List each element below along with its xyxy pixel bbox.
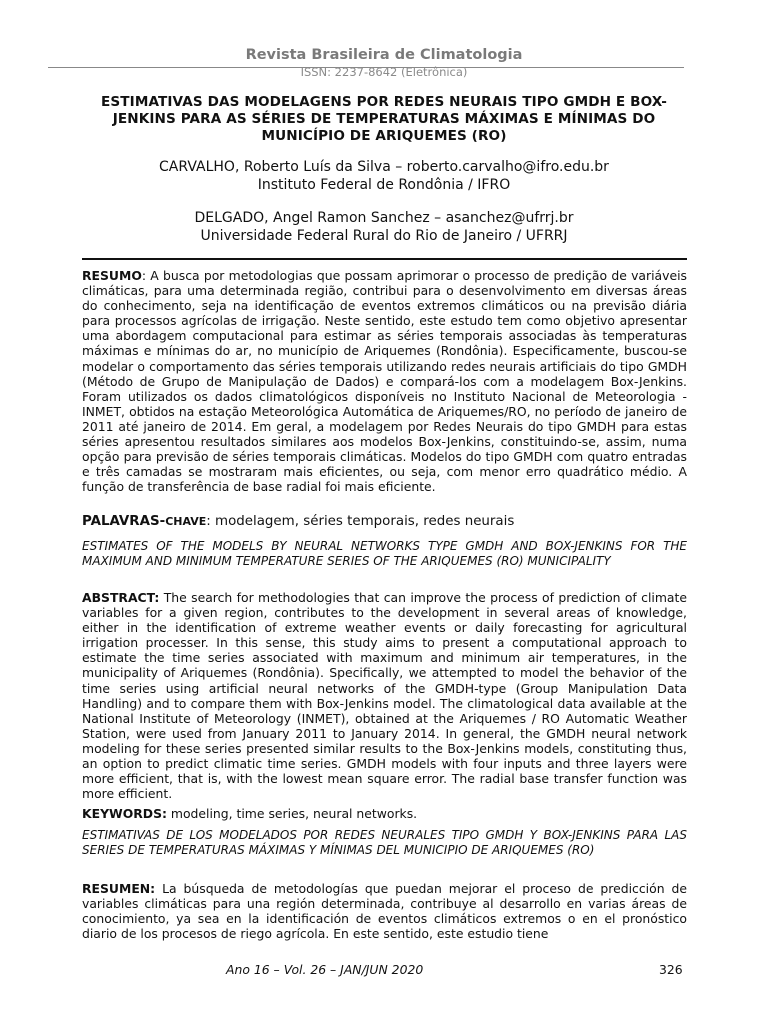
palavras-chave-label: PALAVRAS- (82, 514, 166, 529)
article-title: ESTIMATIVAS DAS MODELAGENS POR REDES NEURAIS TIPO GMDH E BOX-JENKINS PARA AS SÉRIES DE TEMPERATURAS MÁXIMAS E MÍNIMAS DO MUNICÍPIO DE ARIQUEMES (RO) (101, 94, 667, 144)
issn: ISSN: 2237-8642 (Eletrônica) (300, 65, 468, 79)
resumo-paragraph (82, 268, 687, 494)
resumen-label: RESUMEN: (82, 881, 156, 896)
author-block-2 (0, 209, 768, 245)
resumo-label: RESUMO (82, 268, 142, 283)
palavras-chave (82, 514, 687, 529)
page-number: 326 (659, 962, 683, 977)
keywords (82, 806, 687, 821)
palavras-chave-label-b: CHAVE (165, 515, 207, 528)
section-rule (82, 258, 687, 260)
author-2-name: DELGADO, Angel Ramon Sanchez – asanchez@ufrrj.br (194, 210, 574, 226)
abstract-text: The search for methodologies that can improve the process of prediction of climate variables for a given region, contributes to the development in several areas of knowledge, either in the identification of extreme weather events or daily forecasting for agricultural irrigation processer. In this sense, this study aims to present a computational approach to estimate the time series associated with maximum and minimum air temperatures, in the municipality of Ariquemes (Rondônia). Specifically, we attempted to model the behavior of the time series using artificial neural networks of the GMDH-type (Group Manipulation Data Handling) and to compare them with Box-Jenkins model. The climatological data available at the National Institute of Meteorology (INMET), obtained at the Ariquemes / RO Automatic Weather Station, were used from January 2011 to January 2014. In general, the GMDH neural network modeling for these series presented similar results to the Box-Jenkins models, constituting thus, an option to predict climatic time series. GMDH models with four inputs and three layers were more efficient, that is, with the lowest mean square error. The radial base transfer function was more efficient. (82, 590, 687, 802)
keywords-text: modeling, time series, neural networks. (166, 806, 418, 821)
footer-issue: Ano 16 – Vol. 26 – JAN/JUN 2020 (226, 962, 424, 977)
spanish-title: ESTIMATIVAS DE LOS MODELADOS POR REDES NEURALES TIPO GMDH Y BOX-JENKINS PARA LAS SERIES DE TEMPERATURAS MÁXIMAS Y MÍNIMAS DEL MUNICIPIO DE ARIQUEMES (RO) (82, 828, 687, 858)
resumen-paragraph (82, 881, 687, 941)
author-1-name: CARVALHO, Roberto Luís da Silva – roberto.carvalho@ifro.edu.br (159, 159, 609, 175)
palavras-chave-text: : modelagem, séries temporais, redes neurais (206, 514, 515, 529)
english-title: ESTIMATES OF THE MODELS BY NEURAL NETWORKS TYPE GMDH AND BOX-JENKINS FOR THE MAXIMUM AND MINIMUM TEMPERATURE SERIES OF THE ARIQUEMES (RO) MUNICIPALITY (82, 539, 687, 569)
author-1-affiliation: Instituto Federal de Rondônia / IFRO (257, 177, 511, 193)
abstract-paragraph (82, 590, 687, 801)
resumo-text: : A busca por metodologias que possam aprimorar o processo de predição de variáveis climáticas, para uma determinada região, contribui para o desenvolvimento em diversas áreas do conhecimento, seja na identificação de eventos extremos climáticos ou na previsão diária para processos agrícolas de irrigação. Neste sentido, este estudo tem como objetivo apresentar uma abordagem computacional para estimar as séries temporais associadas às temperaturas máximas e mínimas do ar, no município de Ariquemes (Rondônia). Especificamente, buscou-se modelar o comportamento das séries temporais utilizando redes neurais artificiais do tipo GMDH (Método de Grupo de Manipulação de Dados) e compará-los com a modelagem Box-Jenkins. Foram utilizados os dados climatológicos disponíveis no Instituto Nacional de Meteorologia - INMET, obtidos na estação Meteorológica Automática de Ariquemes/RO, no período de janeiro de 2011 até janeiro de 2014. Em geral, a modelagem por Redes Neurais do tipo GMDH para estas séries apresentou resultados similares aos modelos Box-Jenkins, constituindo-se, assim, numa opção para previsão de séries temporais climáticas. Modelos do tipo GMDH com quatro entradas e três camadas se mostraram mais eficientes, ou seja, com menor erro quadrático médio. A função de transferência de base radial foi mais eficiente. (82, 268, 687, 495)
author-block-1 (0, 158, 768, 194)
abstract-label: ABSTRACT: (82, 590, 160, 605)
resumen-text: La búsqueda de metodologías que puedan mejorar el proceso de predicción de variables climáticas para una región determinada, contribuye al desarrollo en varias áreas de conocimiento, ya sea en la identificación de eventos climáticos extremos o en el pronóstico diario de los procesos de riego agrícola. En este sentido, este estudio tiene (82, 881, 687, 942)
author-2-affiliation: Universidade Federal Rural do Rio de Janeiro / UFRRJ (200, 228, 568, 244)
keywords-label: KEYWORDS: (82, 806, 167, 821)
journal-title: Revista Brasileira de Climatologia (245, 47, 523, 63)
